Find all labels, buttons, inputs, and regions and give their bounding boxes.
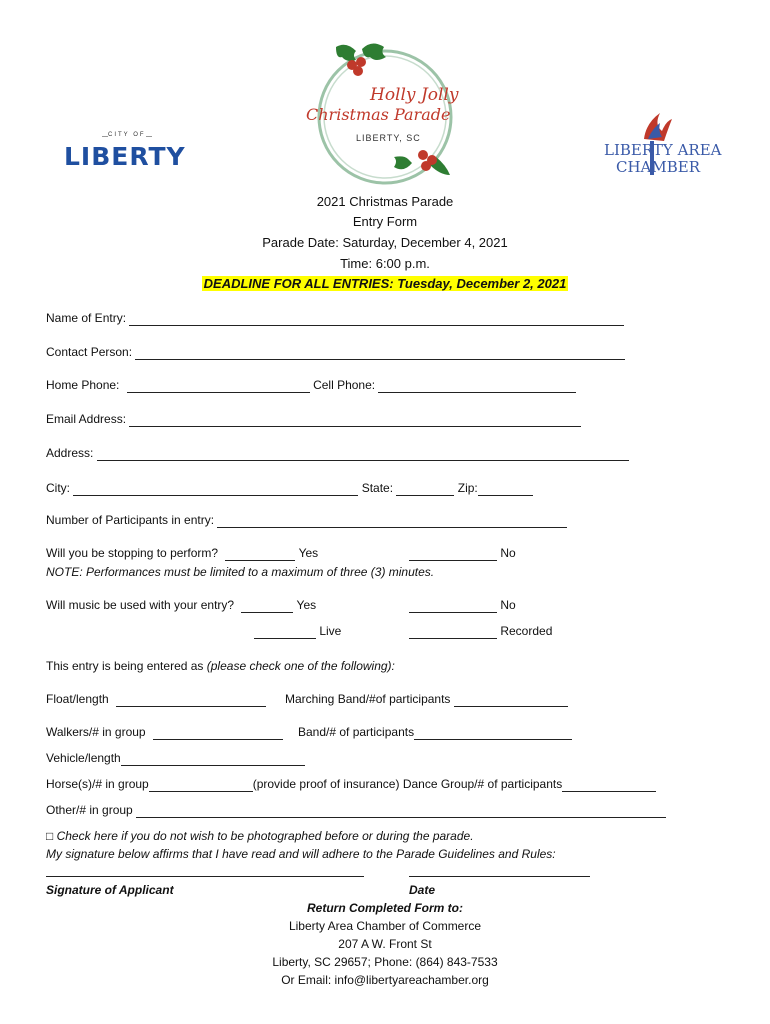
perform-yes-field[interactable] xyxy=(225,548,295,561)
form-subtitle: Entry Form xyxy=(352,214,418,229)
address-row xyxy=(46,446,629,461)
parade-date: Parade Date: Saturday, December 4, 2021 xyxy=(262,235,508,250)
float-label: Float/length xyxy=(46,692,109,706)
liberty-wordmark: LIBERTY xyxy=(64,142,186,171)
music-live-row xyxy=(254,624,341,639)
state-label: State: xyxy=(361,481,394,495)
band-label: Band/# of participants xyxy=(298,725,415,739)
float-row xyxy=(46,692,266,707)
perform-no-label: No xyxy=(500,546,516,560)
music-no-field[interactable] xyxy=(409,600,497,613)
music-recorded-label: Recorded xyxy=(500,624,553,638)
participants-field[interactable] xyxy=(217,515,567,528)
return-org: Liberty Area Chamber of Commerce xyxy=(288,919,482,933)
name-of-entry-field[interactable] xyxy=(129,313,624,326)
holly-jolly-parade-logo xyxy=(300,35,470,195)
horses-label: Horse(s)/# in group xyxy=(46,777,149,791)
music-question-row xyxy=(46,598,316,613)
name-of-entry-label: Name of Entry: xyxy=(46,311,127,325)
entry-type-label: This entry is being entered as xyxy=(46,659,204,673)
participants-row xyxy=(46,513,567,528)
vehicle-row xyxy=(46,751,305,766)
horses-row xyxy=(46,777,656,792)
return-email: Or Email: info@libertyareachamber.org xyxy=(281,973,489,987)
liberty-area-chamber-logo xyxy=(600,105,722,180)
performance-note: NOTE: Performances must be limited to a maximum of three (3) minutes. xyxy=(46,565,435,579)
name-of-entry-row xyxy=(46,311,624,326)
chamber-line1: LIBERTY AREA xyxy=(604,141,722,159)
entry-type-heading xyxy=(46,659,395,673)
state-field[interactable] xyxy=(396,483,454,496)
music-no-row xyxy=(409,598,516,613)
parade-logo-place: LIBERTY, SC xyxy=(356,133,421,143)
band-row xyxy=(298,725,572,740)
signature-line[interactable] xyxy=(46,876,364,877)
perform-no-field[interactable] xyxy=(409,548,497,561)
other-field[interactable] xyxy=(136,805,666,818)
cell-phone-label: Cell Phone: xyxy=(313,378,376,392)
city-of-liberty-logo xyxy=(62,132,192,172)
parade-logo-line2: Christmas Parade xyxy=(306,105,451,124)
phone-row xyxy=(46,378,576,393)
perform-no-row xyxy=(409,546,516,561)
walkers-label: Walkers/# in group xyxy=(46,725,146,739)
contact-person-row xyxy=(46,345,625,360)
home-phone-field[interactable] xyxy=(127,380,310,393)
marching-band-label: Marching Band/#of participants xyxy=(285,692,451,706)
contact-person-label: Contact Person: xyxy=(46,345,133,359)
zip-label: Zip: xyxy=(457,481,478,495)
signature-label: Signature of Applicant xyxy=(46,883,174,897)
date-line[interactable] xyxy=(409,876,590,877)
address-label: Address: xyxy=(46,446,94,460)
contact-person-field[interactable] xyxy=(135,347,625,360)
perform-question-label: Will you be stopping to perform? xyxy=(46,546,219,560)
date-label: Date xyxy=(409,883,436,897)
walkers-row xyxy=(46,725,283,740)
email-label: Email Address: xyxy=(46,412,127,426)
music-no-label: No xyxy=(500,598,516,612)
marching-band-field[interactable] xyxy=(454,694,568,707)
photo-opt-out-checkbox[interactable]: □ Check here if you do not wish to be photographed before or during the parade. xyxy=(46,829,474,843)
form-title: 2021 Christmas Parade xyxy=(316,194,454,209)
email-row xyxy=(46,412,581,427)
home-phone-label: Home Phone: xyxy=(46,378,120,392)
perform-yes-label: Yes xyxy=(298,546,319,560)
music-live-field[interactable] xyxy=(254,626,316,639)
signature-affirmation: My signature below affirms that I have read and will adhere to the Parade Guidelines and Rules: xyxy=(46,847,556,861)
parade-time: Time: 6:00 p.m. xyxy=(340,256,430,271)
city-state-zip-row xyxy=(46,481,533,496)
return-heading: Return Completed Form to: xyxy=(307,901,463,915)
dance-group-field[interactable] xyxy=(562,779,656,792)
deadline-row xyxy=(0,276,770,291)
music-yes-label: Yes xyxy=(296,598,317,612)
music-recorded-field[interactable] xyxy=(409,626,497,639)
music-live-label: Live xyxy=(319,624,342,638)
return-street: 207 A W. Front St xyxy=(338,937,432,951)
parade-logo-line1: Holly Jolly xyxy=(370,85,459,105)
music-recorded-row xyxy=(409,624,552,639)
insurance-note: (provide proof of insurance) xyxy=(252,777,400,791)
other-label: Other/# in group xyxy=(46,803,133,817)
other-row xyxy=(46,803,666,818)
email-field[interactable] xyxy=(129,414,581,427)
band-field[interactable] xyxy=(414,727,572,740)
vehicle-field[interactable] xyxy=(121,753,305,766)
vehicle-label: Vehicle/length xyxy=(46,751,121,765)
entry-type-hint: (please check one of the following): xyxy=(206,659,395,673)
perform-question-row xyxy=(46,546,318,561)
music-question-label: Will music be used with your entry? xyxy=(46,598,235,612)
horses-field[interactable] xyxy=(149,779,253,792)
city-label: City: xyxy=(46,481,70,495)
float-field[interactable] xyxy=(116,694,266,707)
address-field[interactable] xyxy=(97,448,629,461)
return-city-phone: Liberty, SC 29657; Phone: (864) 843-7533 xyxy=(272,955,498,969)
chamber-line2: CHAMBER xyxy=(616,158,701,176)
city-field[interactable] xyxy=(73,483,358,496)
marching-band-row xyxy=(285,692,568,707)
zip-field[interactable] xyxy=(478,483,533,496)
dance-group-label: Dance Group/# of participants xyxy=(402,777,563,791)
cell-phone-field[interactable] xyxy=(378,380,576,393)
deadline-banner: DEADLINE FOR ALL ENTRIES: Tuesday, December 2, 2021 xyxy=(203,276,567,291)
music-yes-field[interactable] xyxy=(241,600,293,613)
walkers-field[interactable] xyxy=(153,727,283,740)
city-of-label: CITY OF xyxy=(108,132,146,138)
participants-label: Number of Participants in entry: xyxy=(46,513,215,527)
